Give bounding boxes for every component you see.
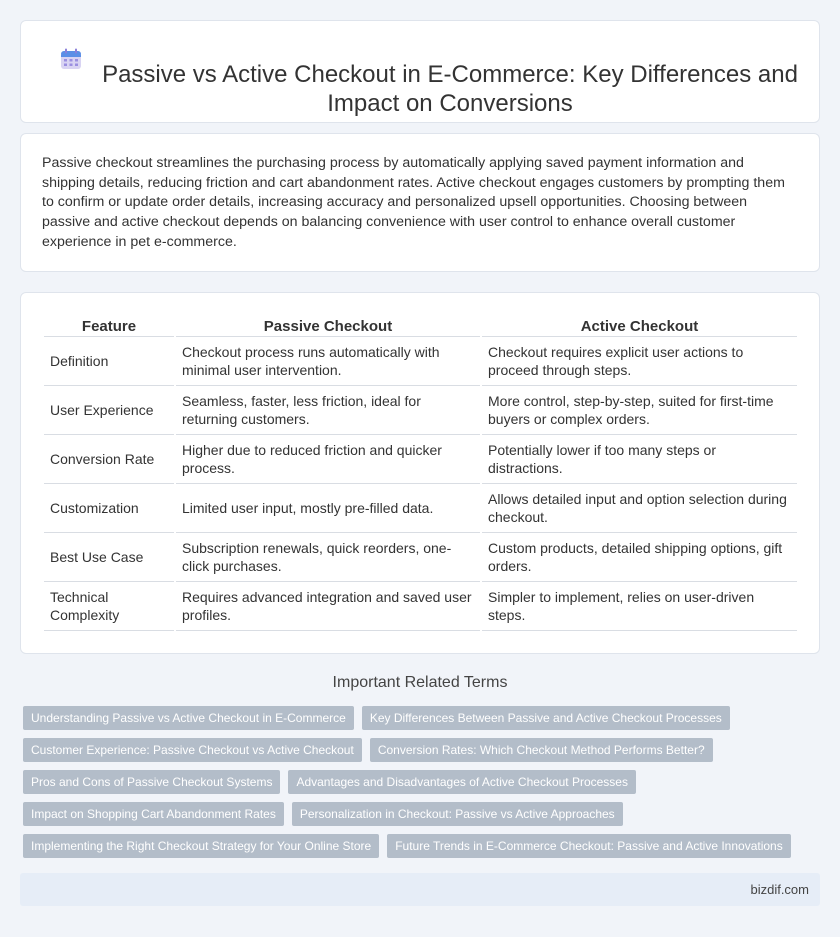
related-term-tag[interactable]: Future Trends in E-Commerce Checkout: Passive and Active Innovations: [387, 834, 791, 858]
related-terms-title: Important Related Terms: [332, 674, 508, 691]
table-row: [44, 582, 797, 631]
active-cell: Allows detailed input and option selection during checkout.: [482, 484, 797, 533]
active-cell: Potentially lower if too many steps or distractions.: [482, 435, 797, 484]
passive-cell: Higher due to reduced friction and quicker process.: [176, 435, 480, 484]
intro-paragraph: Passive checkout streamlines the purchasing process by automatically applying saved payment information and shipping details, reducing friction and cart abandonment rates. Active checkout engages customers by prompting them to confirm or update order details, increasing accuracy and personalized upsell opportunities. Choosing between passive and active checkout depends on balancing convenience with user control to enhance overall customer experience in pet e-commerce.: [42, 155, 785, 250]
tag-row: [23, 802, 823, 826]
table-row: [44, 533, 797, 582]
passive-cell: Limited user input, mostly pre-filled data.: [176, 484, 480, 533]
page-title: Passive vs Active Checkout in E-Commerce: Key Differences and Impact on Conversions: [102, 61, 798, 118]
active-cell: More control, step-by-step, suited for first-time buyers or complex orders.: [482, 386, 797, 435]
feature-cell: Customization: [44, 484, 174, 533]
tag-row: [23, 738, 823, 762]
related-term-tag[interactable]: Advantages and Disadvantages of Active Checkout Processes: [288, 770, 636, 794]
passive-cell: Checkout process runs automatically with minimal user intervention.: [176, 337, 480, 386]
related-term-tag[interactable]: Conversion Rates: Which Checkout Method Performs Better?: [370, 738, 713, 762]
comparison-table: [42, 316, 799, 631]
feature-cell: Technical Complexity: [44, 582, 174, 631]
intro-card: [20, 133, 820, 272]
feature-cell: User Experience: [44, 386, 174, 435]
table-row: [44, 435, 797, 484]
feature-cell: Conversion Rate: [44, 435, 174, 484]
table-header-row: [44, 316, 797, 337]
related-term-tag[interactable]: Personalization in Checkout: Passive vs Active Approaches: [292, 802, 623, 826]
footer-brand[interactable]: bizdif.com: [750, 882, 809, 897]
tag-row: [23, 834, 823, 858]
header-passive: Passive Checkout: [176, 316, 480, 337]
header-active: Active Checkout: [482, 316, 797, 337]
active-cell: Custom products, detailed shipping options, gift orders.: [482, 533, 797, 582]
tag-row: [23, 706, 823, 730]
comparison-card: [20, 292, 820, 654]
passive-cell: Seamless, faster, less friction, ideal for returning customers.: [176, 386, 480, 435]
related-term-tag[interactable]: Implementing the Right Checkout Strategy for Your Online Store: [23, 834, 379, 858]
related-term-tag[interactable]: Impact on Shopping Cart Abandonment Rates: [23, 802, 284, 826]
feature-cell: Best Use Case: [44, 533, 174, 582]
calendar-icon: [59, 47, 83, 71]
table-row: [44, 484, 797, 533]
tag-row: [23, 770, 823, 794]
table-row: [44, 386, 797, 435]
related-term-tag[interactable]: Customer Experience: Passive Checkout vs Active Checkout: [23, 738, 362, 762]
passive-cell: Subscription renewals, quick reorders, one-click purchases.: [176, 533, 480, 582]
related-terms-list: [23, 706, 823, 866]
active-cell: Simpler to implement, relies on user-driven steps.: [482, 582, 797, 631]
related-term-tag[interactable]: Pros and Cons of Passive Checkout Systems: [23, 770, 280, 794]
header-feature: Feature: [44, 316, 174, 337]
related-term-tag[interactable]: Understanding Passive vs Active Checkout in E-Commerce: [23, 706, 354, 730]
passive-cell: Requires advanced integration and saved user profiles.: [176, 582, 480, 631]
related-term-tag[interactable]: Key Differences Between Passive and Active Checkout Processes: [362, 706, 730, 730]
header-card: [20, 20, 820, 123]
feature-cell: Definition: [44, 337, 174, 386]
table-row: [44, 337, 797, 386]
active-cell: Checkout requires explicit user actions to proceed through steps.: [482, 337, 797, 386]
footer: [20, 873, 820, 906]
